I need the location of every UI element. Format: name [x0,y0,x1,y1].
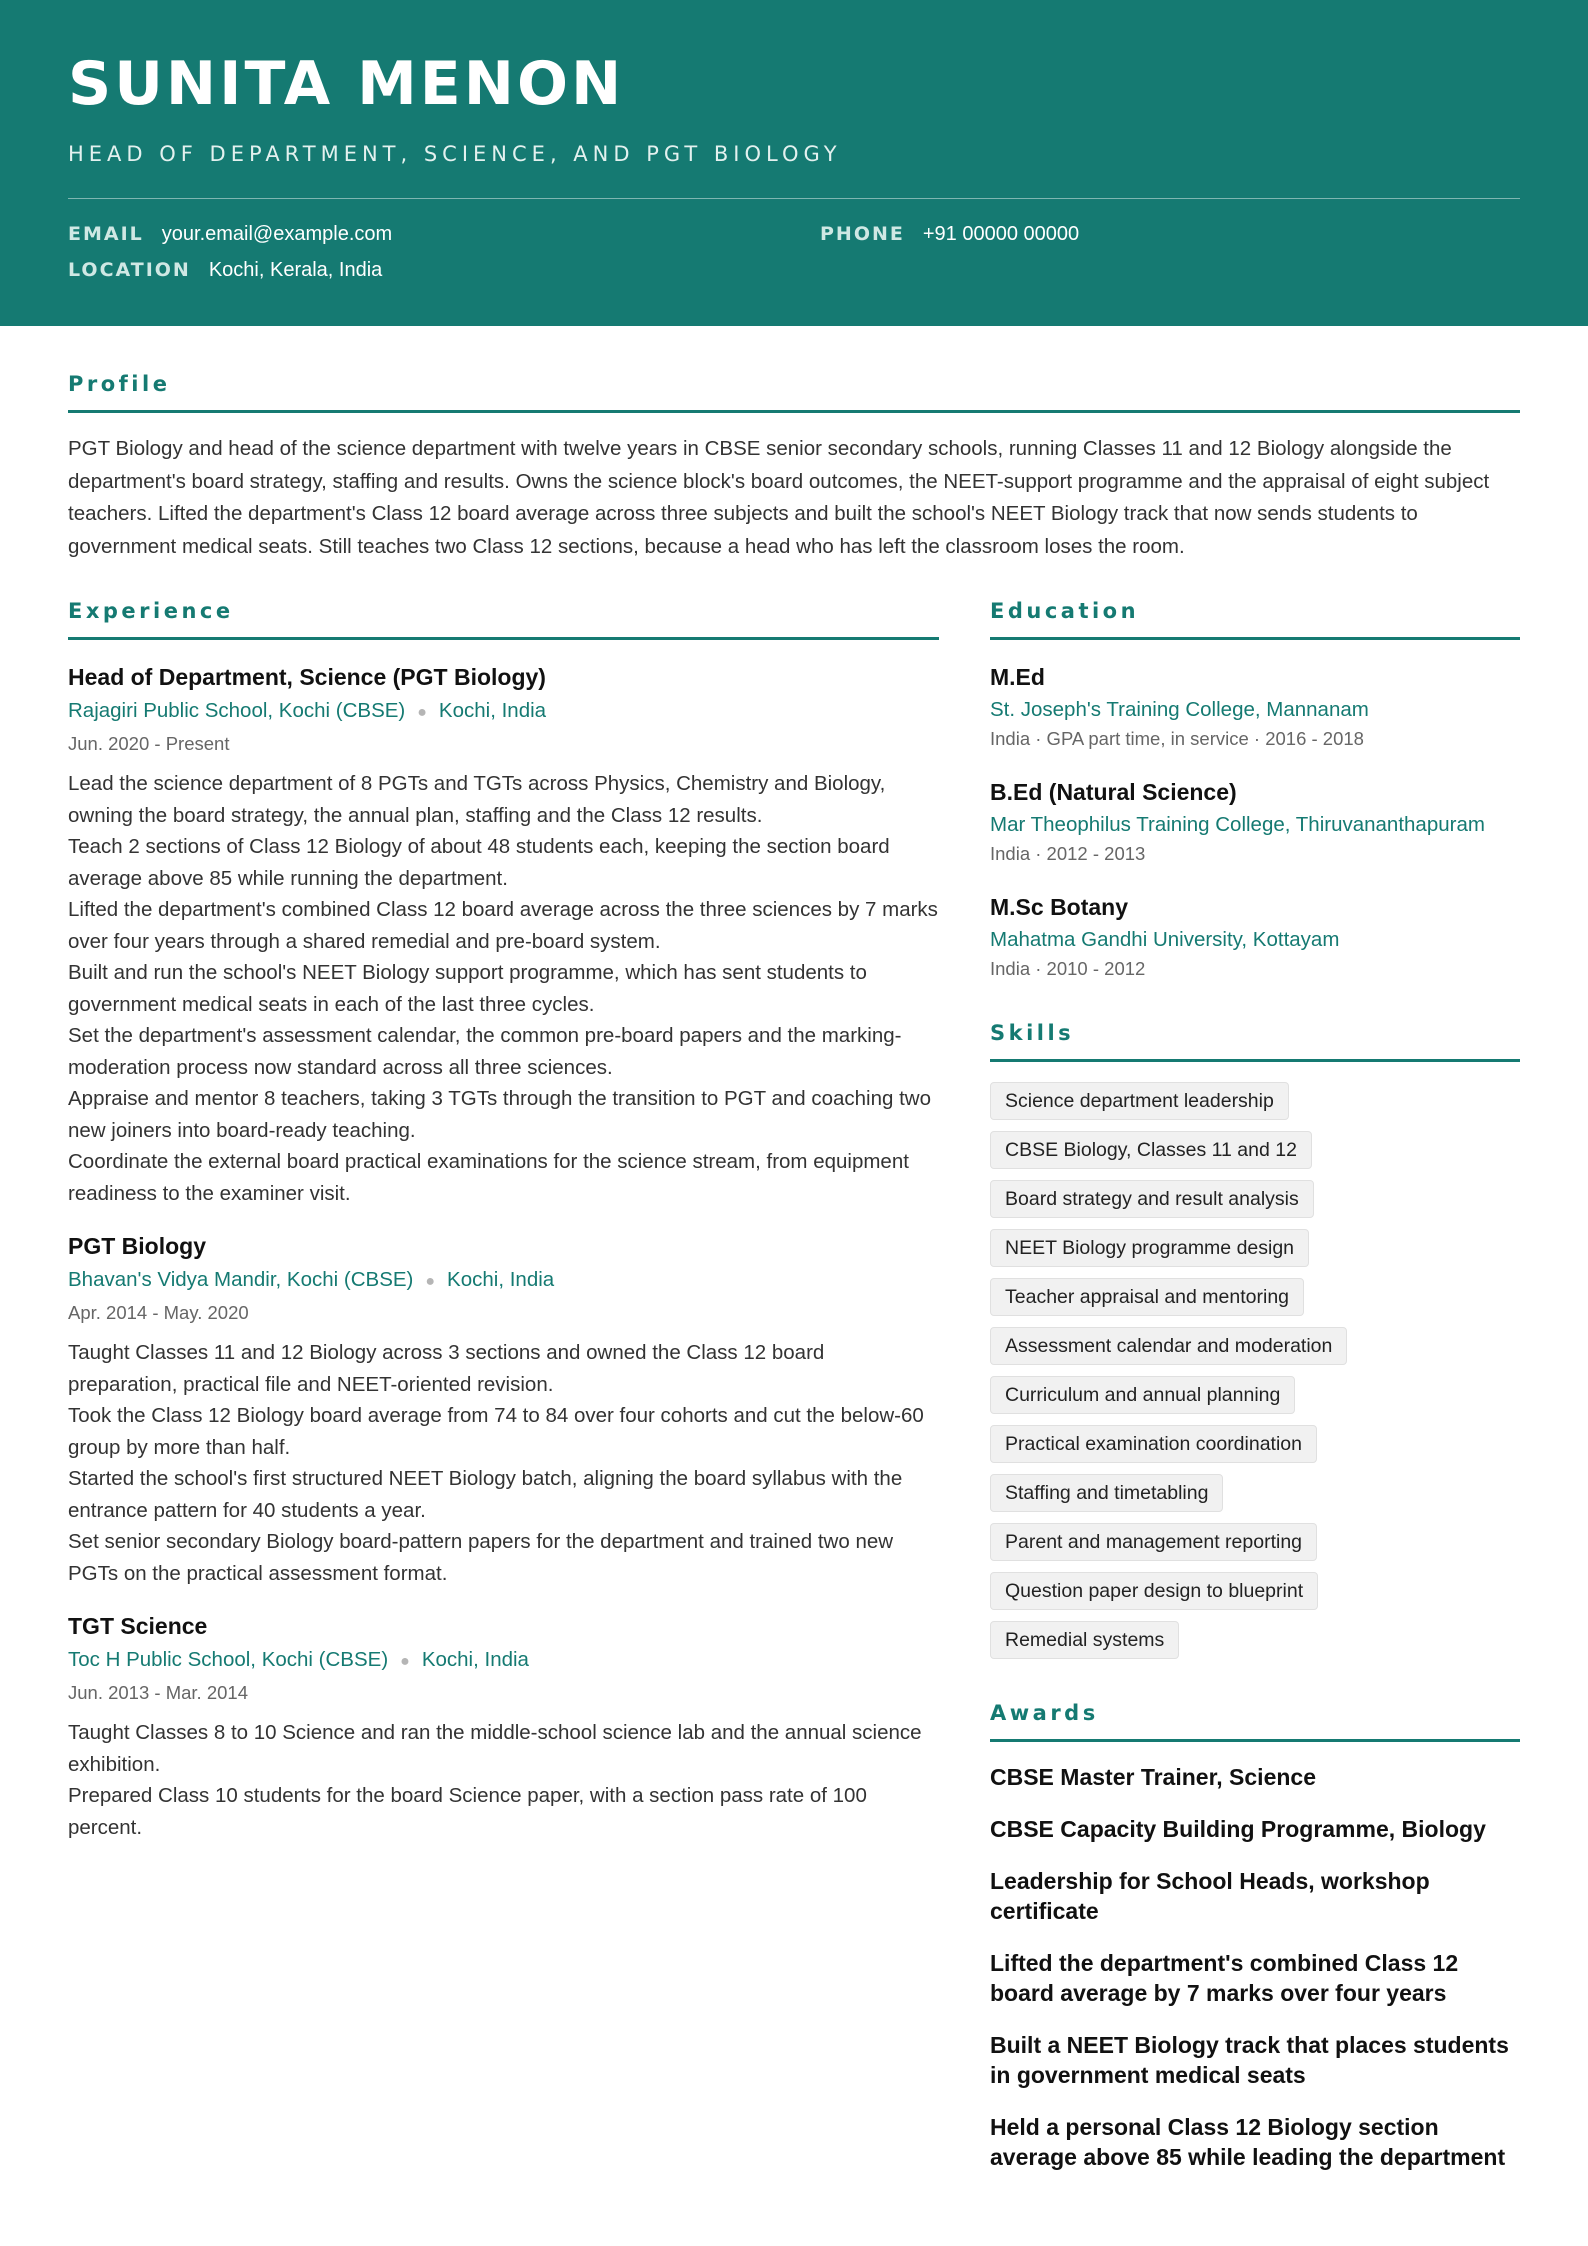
contact-phone-value: +91 00000 00000 [922,223,1080,245]
job-entry [68,1231,939,1589]
job-entry [68,662,939,1209]
education-meta: India · 2012 - 2013 [990,843,1146,864]
job-bullet: Teach 2 sections of Class 12 Biology of about 48 students each, keeping the section board average above 85 while running the department. [68,835,890,890]
job-dates: Jun. 2020 - Present [68,733,230,754]
contact-info [68,223,1520,285]
job-bullets [68,1337,939,1589]
job-meta [68,1267,939,1295]
contact-location-value: Kochi, Kerala, India [208,259,383,281]
job-title: Head of Department, Science (PGT Biology) [68,664,546,690]
award-item: Lifted the department's combined Class 12 board average by 7 marks over four years [990,1950,1459,2006]
education-degree: B.Ed (Natural Science) [990,779,1237,805]
job-bullet: Taught Classes 11 and 12 Biology across 3 sections and owned the Class 12 board preparation, practical file and NEET-oriented revision. [68,1341,825,1396]
section-divider [68,410,1520,413]
separator-dot-icon: ● [400,1653,410,1670]
profile-section [68,372,1520,563]
education-meta: India · GPA part time, in service · 2016 - 2018 [990,728,1364,749]
candidate-name: SUNITA MENON [68,49,625,119]
job-dates: Jun. 2013 - Mar. 2014 [68,1682,248,1703]
job-title: TGT Science [68,1613,208,1639]
job-bullet: Taught Classes 8 to 10 Science and ran the middle-school science lab and the annual science exhibition. [68,1721,922,1776]
job-meta [68,1647,939,1675]
job-organization: Toc H Public School, Kochi (CBSE) [68,1648,389,1671]
section-divider [990,637,1520,640]
skill-chip: NEET Biology programme design [990,1229,1309,1267]
two-column-layout [68,599,1520,2194]
job-bullet: Lifted the department's combined Class 12 board average across the three sciences by 7 marks over four years through a shared remedial and pre-board system. [68,898,938,953]
awards-list [990,1762,1520,2172]
education-degree: M.Ed [990,664,1045,690]
job-organization: Bhavan's Vidya Mandir, Kochi (CBSE) [68,1268,414,1291]
job-entry [68,1611,939,1843]
header-divider [68,198,1520,199]
contact-email-value: your.email@example.com [161,223,393,245]
job-bullet: Lead the science department of 8 PGTs and TGTs across Physics, Chemistry and Biology, owning the board strategy, the annual plan, staffing and the Class 12 results. [68,772,886,827]
award-item: CBSE Capacity Building Programme, Biology [990,1816,1486,1842]
contact-phone [820,223,1520,249]
education-degree: M.Sc Botany [990,894,1129,920]
section-divider [68,637,939,640]
section-heading: Education [990,599,1140,623]
job-bullet: Started the school's first structured NEET Biology batch, aligning the board syllabus with the entrance pattern for 40 students a year. [68,1467,903,1522]
job-bullet: Appraise and mentor 8 teachers, taking 3 TGTs through the transition to PGT and coaching two new joiners into board-ready teaching. [68,1087,932,1142]
job-bullet: Took the Class 12 Biology board average from 74 to 84 over four cohorts and cut the below-60 group by more than half. [68,1404,924,1459]
job-bullet: Set senior secondary Biology board-pattern papers for the department and trained two new PGTs on the practical assessment format. [68,1530,894,1585]
skill-chip: Curriculum and annual planning [990,1376,1295,1414]
contact-location-label: LOCATION [68,259,191,281]
profile-summary: PGT Biology and head of the science department with twelve years in CBSE senior secondary schools, running Classes 11 and 12 Biology alongside the department's board strategy, staffing and results. Owns the science block's board outcomes, the NEET-support programme and the appraisal of eight subject teachers. Lifted the department's Class 12 board average across three subjects and built the school's NEET Biology track that now sends students to government medical seats. Still teaches two Class 12 sections, because a head who has left the classroom loses the room. [68,437,1490,558]
section-divider [990,1059,1520,1062]
job-dates: Apr. 2014 - May. 2020 [68,1302,249,1323]
job-bullet: Prepared Class 10 students for the board Science paper, with a section pass rate of 100 percent. [68,1784,867,1839]
job-location: Kochi, India [421,1648,529,1671]
section-divider [990,1739,1520,1742]
job-organization: Rajagiri Public School, Kochi (CBSE) [68,699,406,722]
separator-dot-icon: ● [425,1273,436,1290]
awards-section [990,1701,1520,2172]
skill-chip: Board strategy and result analysis [990,1180,1314,1218]
job-meta [68,698,939,726]
education-school: Mahatma Gandhi University, Kottayam [990,928,1340,951]
resume-header [0,0,1588,326]
contact-phone-label: PHONE [820,223,905,245]
separator-dot-icon: ● [417,704,427,721]
skill-chip: Teacher appraisal and mentoring [990,1278,1304,1316]
job-bullets [68,768,939,1209]
education-entry [990,662,1520,751]
job-bullet: Set the department's assessment calendar, the common pre-board papers and the marking-moderation process now standard across all three sciences. [68,1024,902,1079]
skill-chip: Assessment calendar and moderation [990,1327,1347,1365]
award-item: Held a personal Class 12 Biology section average above 85 while leading the department [990,2114,1506,2170]
skill-chip: Remedial systems [990,1621,1179,1659]
section-heading: Skills [990,1021,1075,1045]
skill-chip: Science department leadership [990,1082,1289,1120]
education-entry [990,777,1520,866]
job-bullets [68,1717,939,1843]
job-title: PGT Biology [68,1233,206,1259]
skill-chip: Practical examination coordination [990,1425,1317,1463]
education-entry [990,892,1520,981]
job-bullet: Built and run the school's NEET Biology support programme, which has sent students to government medical seats in each of the last three cycles. [68,961,867,1016]
skill-chip: CBSE Biology, Classes 11 and 12 [990,1131,1312,1169]
job-location: Kochi, India [438,699,547,722]
award-item: CBSE Master Trainer, Science [990,1764,1316,1790]
award-item: Built a NEET Biology track that places students in government medical seats [990,2032,1509,2088]
job-bullet: Coordinate the external board practical examinations for the science stream, from equipment readiness to the examiner visit. [68,1150,909,1205]
contact-email-label: EMAIL [68,223,144,245]
left-column [68,599,939,2194]
education-school: Mar Theophilus Training College, Thiruvananthapuram [990,813,1485,836]
section-heading: Experience [68,599,234,623]
right-column [990,599,1520,2194]
education-school: St. Joseph's Training College, Mannanam [990,698,1369,721]
contact-location [68,259,820,285]
contact-email [68,223,820,249]
skills-list [990,1082,1520,1659]
section-heading: Awards [990,1701,1099,1725]
skill-chip: Question paper design to blueprint [990,1572,1318,1610]
skill-chip: Parent and management reporting [990,1523,1317,1561]
education-meta: India · 2010 - 2012 [990,958,1146,979]
resume-body [0,372,1588,2194]
award-item: Leadership for School Heads, workshop certificate [990,1868,1430,1924]
candidate-title: HEAD OF DEPARTMENT, SCIENCE, AND PGT BIOLOGY [68,142,842,166]
education-section [990,599,1520,981]
section-heading: Profile [68,372,171,396]
experience-section [68,599,939,1843]
skills-section [990,1021,1520,1659]
job-location: Kochi, India [447,1268,555,1291]
skill-chip: Staffing and timetabling [990,1474,1223,1512]
